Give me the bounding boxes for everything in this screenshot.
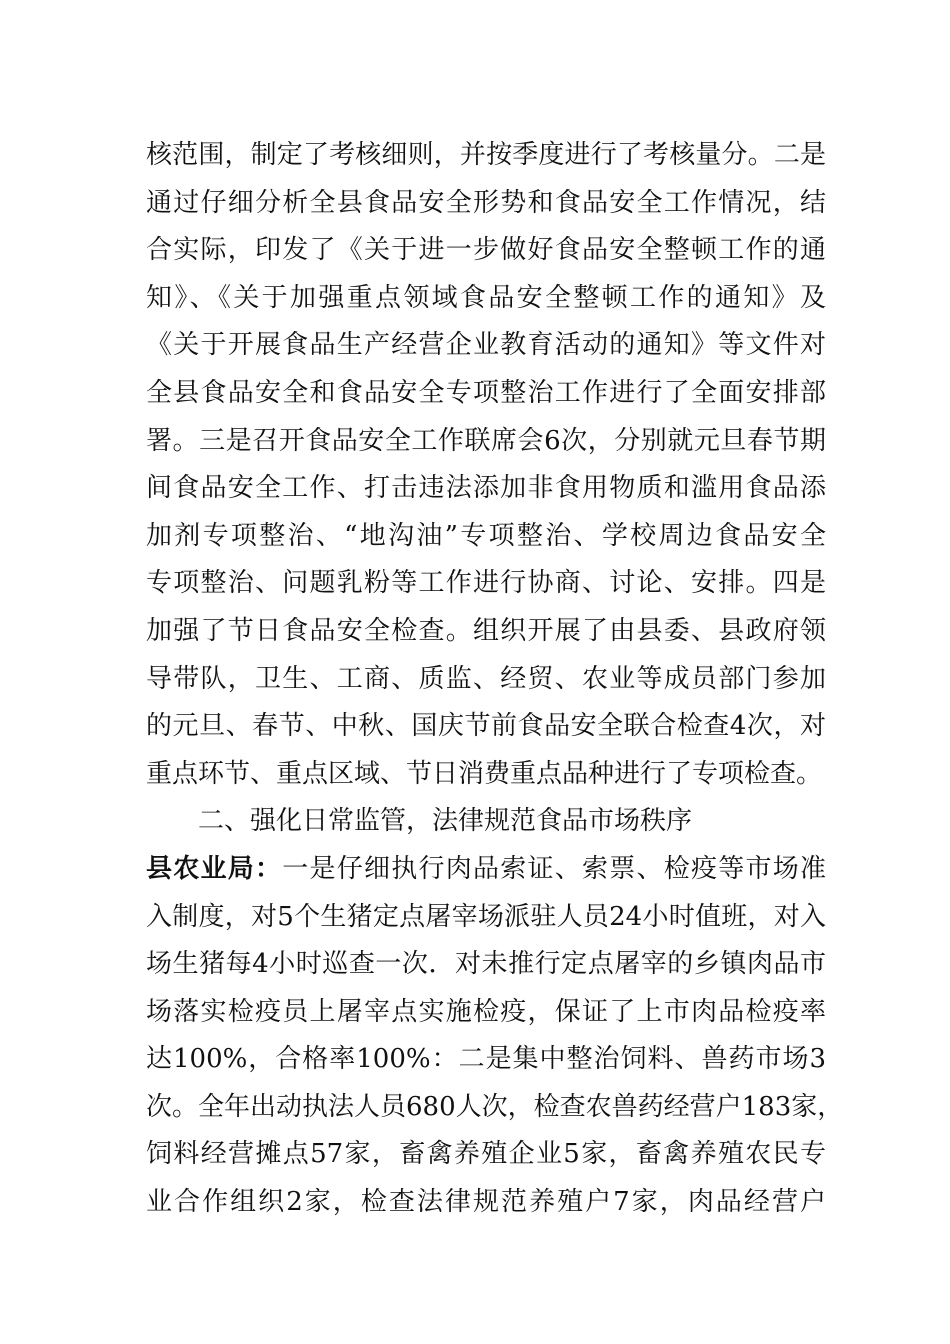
text-line: 间食品安全工作、打击违法添加非食用物质和滥用食品添 <box>146 473 826 504</box>
text-line: 饲料经营摊点57家，畜禽养殖企业5家，畜禽养殖农民专 <box>146 1139 826 1170</box>
text-line: 场生猪每4小时巡查一次．对未推行定点屠宰的乡镇肉品市 <box>146 949 826 980</box>
section-heading: 二、强化日常监管，法律规范食品市场秩序 <box>198 806 693 837</box>
text-line: 署。三是召开食品安全工作联席会6次，分别就元旦春节期 <box>146 425 826 456</box>
text-line: 《关于开展食品生产经营企业教育活动的通知》等文件对 <box>146 330 826 361</box>
text-line: 达100%，合格率100%：二是集中整治饲料、兽药市场3 <box>146 1044 826 1075</box>
text-line: 加强了节日食品安全检查。组织开展了由县委、县政府领 <box>146 615 826 646</box>
agency-label: 县农业局： <box>146 853 283 884</box>
text-line: 合实际，印发了《关于进一步做好食品安全整顿工作的通 <box>146 235 826 266</box>
text-line: 次。全年出动执法人员680人次，检查农兽药经营户183家， <box>146 1091 844 1122</box>
text-line: 专项整治、问题乳粉等工作进行协商、讨论、安排。四是 <box>146 568 826 599</box>
text-line: 通过仔细分析全县食品安全形势和食品安全工作情况，结 <box>146 187 826 218</box>
body-text <box>146 132 844 1227</box>
text-line-rest: 一是仔细执行肉品索证、索票、检疫等市场准 <box>282 853 826 884</box>
text-line: 入制度，对5个生猪定点屠宰场派驻人员24小时值班，对入 <box>146 901 826 932</box>
text-line: 全县食品安全和食品安全专项整治工作进行了全面安排部 <box>146 377 826 408</box>
text-line: 的元旦、春节、中秋、国庆节前食品安全联合检查4次，对 <box>146 711 826 742</box>
text-line: 业合作组织2家，检查法律规范养殖户7家，肉品经营户 <box>146 1187 826 1218</box>
text-line: 核范围，制定了考核细则，并按季度进行了考核量分。二是 <box>146 140 826 170</box>
text-line <box>146 846 826 894</box>
text-line: 导带队，卫生、工商、质监、经贸、农业等成员部门参加 <box>146 663 826 694</box>
text-line: 加剂专项整治、“地沟油”专项整治、学校周边食品安全 <box>146 520 826 551</box>
text-line: 重点环节、重点区域、节日消费重点品种进行了专项检查。 <box>146 758 823 789</box>
text-line: 知》、《关于加强重点领域食品安全整顿工作的通知》及 <box>146 282 826 313</box>
text-line: 场落实检疫员上屠宰点实施检疫，保证了上市肉品检疫率 <box>146 996 826 1027</box>
